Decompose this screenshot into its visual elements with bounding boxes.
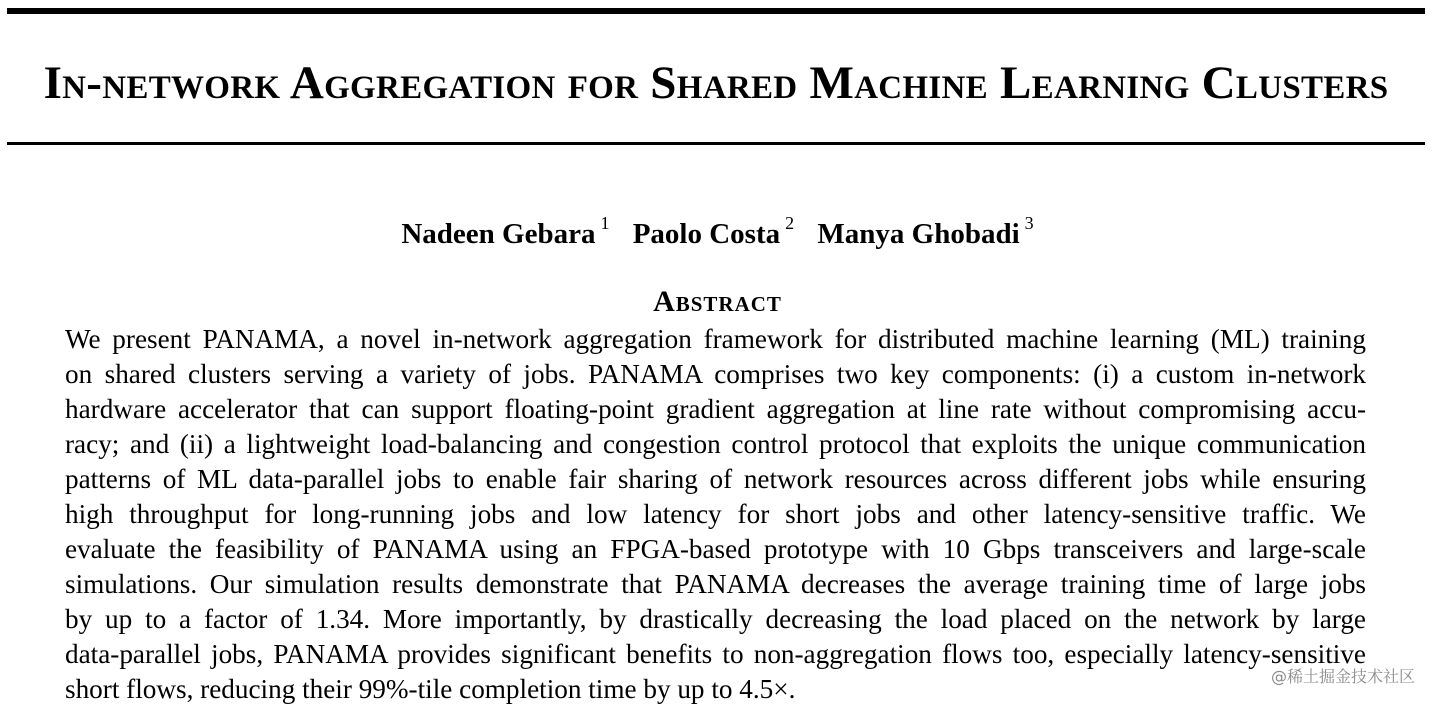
title-rule-bottom bbox=[7, 142, 1425, 145]
abstract-line: by up to a factor of 1.34. More importantly, by drastically decreasing the load placed on the network by large bbox=[65, 604, 1366, 634]
author-name: Manya Ghobadi bbox=[817, 218, 1020, 250]
abstract-line: short flows, reducing their 99%-tile completion time by up to 4.5×. bbox=[65, 674, 796, 704]
title-rule-top bbox=[7, 8, 1425, 14]
affiliation-mark: 2 bbox=[785, 213, 795, 233]
abstract-line: high throughput for long-running jobs and low latency for short jobs and other latency-sensitive traffic. We bbox=[65, 499, 1366, 529]
site-watermark: @稀土掘金技术社区 bbox=[1270, 667, 1415, 686]
abstract-line: data-parallel jobs, PANAMA provides significant benefits to non-aggregation flows too, especially latency-sensitive bbox=[65, 639, 1366, 669]
affiliation-mark: 1 bbox=[600, 213, 610, 233]
abstract-line: simulations. Our simulation results demonstrate that PANAMA decreases the average training time of large jobs bbox=[65, 569, 1366, 599]
abstract-line: hardware accelerator that can support floating-point gradient aggregation at line rate without compromising accu- bbox=[65, 394, 1366, 424]
paper-title: In-network Aggregation for Shared Machine Learning Clusters bbox=[43, 57, 1389, 109]
author-3 bbox=[817, 203, 1033, 254]
author-name: Paolo Costa bbox=[632, 218, 781, 250]
abstract-line: patterns of ML data-parallel jobs to enable fair sharing of network resources across different jobs while ensuring bbox=[65, 464, 1366, 494]
author-list bbox=[0, 203, 1435, 254]
abstract-line: We present PANAMA, a novel in-network aggregation framework for distributed machine learning (ML) training bbox=[65, 324, 1366, 354]
affiliation-mark: 3 bbox=[1024, 213, 1034, 233]
abstract-body bbox=[65, 322, 1366, 707]
author-2 bbox=[633, 203, 794, 254]
author-1 bbox=[401, 203, 609, 254]
author-name: Nadeen Gebara bbox=[401, 218, 596, 250]
abstract-line: on shared clusters serving a variety of jobs. PANAMA comprises two key components: (i) a custom in-network bbox=[65, 359, 1366, 389]
abstract-line: evaluate the feasibility of PANAMA using an FPGA-based prototype with 10 Gbps transceivers and large-scale bbox=[65, 534, 1366, 564]
abstract-line: racy; and (ii) a lightweight load-balancing and congestion control protocol that exploits the unique communication bbox=[65, 429, 1366, 459]
abstract-heading: Abstract bbox=[653, 285, 782, 318]
